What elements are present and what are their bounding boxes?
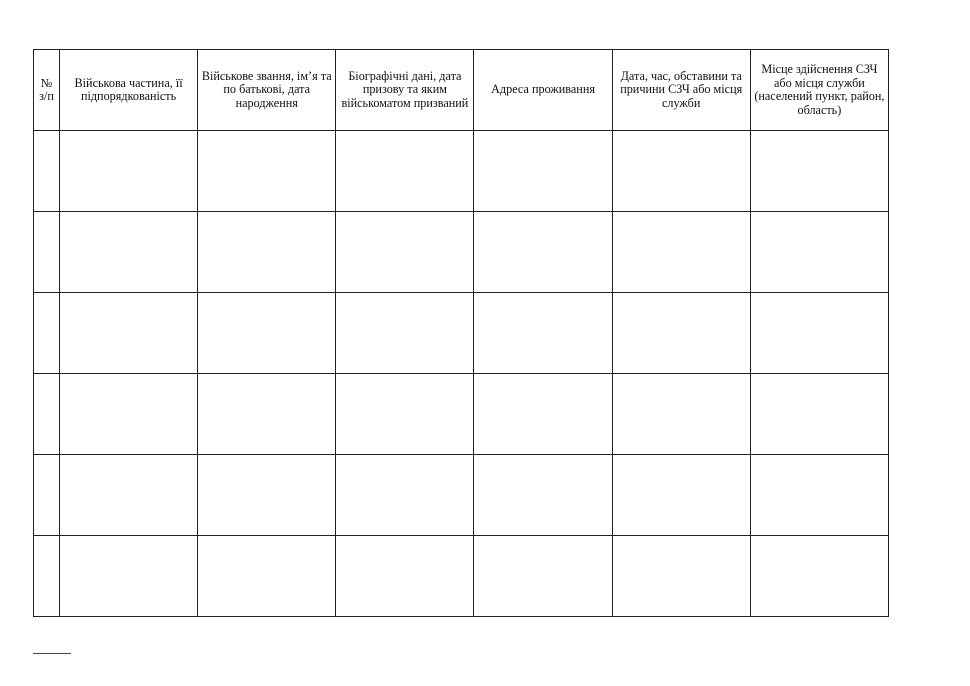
table-row (34, 293, 889, 374)
table-cell[interactable] (336, 455, 474, 536)
table-cell[interactable] (34, 536, 60, 617)
table-cell[interactable] (198, 455, 336, 536)
table-cell[interactable] (336, 293, 474, 374)
table-cell[interactable] (750, 374, 888, 455)
table-cell[interactable] (612, 293, 750, 374)
table-cell[interactable] (336, 131, 474, 212)
table-row (34, 455, 889, 536)
table-body (34, 131, 889, 617)
table-row (34, 212, 889, 293)
table-cell[interactable] (60, 536, 198, 617)
table-cell[interactable] (612, 212, 750, 293)
table-cell[interactable] (750, 455, 888, 536)
table-cell[interactable] (474, 293, 612, 374)
table-cell[interactable] (612, 131, 750, 212)
header-date-circumstances: Дата, час, обставини та причини СЗЧ або місця служби (612, 50, 750, 131)
table-cell[interactable] (198, 293, 336, 374)
records-table (33, 49, 889, 617)
table-cell[interactable] (60, 131, 198, 212)
table-row (34, 536, 889, 617)
header-location: Місце здійснення СЗЧ або місця служби (населений пункт, район, область) (750, 50, 888, 131)
table-cell[interactable] (60, 455, 198, 536)
table-cell[interactable] (750, 293, 888, 374)
table-cell[interactable] (612, 374, 750, 455)
table-cell[interactable] (60, 212, 198, 293)
table-cell[interactable] (750, 212, 888, 293)
table-cell[interactable] (34, 131, 60, 212)
table-cell[interactable] (198, 374, 336, 455)
table-cell[interactable] (336, 212, 474, 293)
table-cell[interactable] (60, 374, 198, 455)
header-rank-name-birthdate: Військове звання, ім’я та по батькові, дата народження (198, 50, 336, 131)
table-cell[interactable] (34, 293, 60, 374)
table-cell[interactable] (474, 212, 612, 293)
header-address: Адреса проживання (474, 50, 612, 131)
table-cell[interactable] (474, 131, 612, 212)
table-cell[interactable] (750, 131, 888, 212)
table-cell[interactable] (34, 455, 60, 536)
table-cell[interactable] (474, 536, 612, 617)
table-cell[interactable] (750, 536, 888, 617)
table-cell[interactable] (60, 293, 198, 374)
table-header (34, 50, 889, 131)
footnote-separator (33, 653, 71, 654)
table-cell[interactable] (336, 536, 474, 617)
header-biographical-data: Біографічні дані, дата призову та яким військоматом призваний (336, 50, 474, 131)
table-row (34, 374, 889, 455)
table-cell[interactable] (198, 536, 336, 617)
table-cell[interactable] (34, 374, 60, 455)
table-cell[interactable] (336, 374, 474, 455)
table-cell[interactable] (34, 212, 60, 293)
header-row (34, 50, 889, 131)
table-cell[interactable] (474, 374, 612, 455)
table-row (34, 131, 889, 212)
header-military-unit: Військова частина, її підпорядкованість (60, 50, 198, 131)
table-cell[interactable] (198, 131, 336, 212)
table-cell[interactable] (612, 455, 750, 536)
table-cell[interactable] (198, 212, 336, 293)
header-number: № з/п (34, 50, 60, 131)
table-cell[interactable] (474, 455, 612, 536)
table-cell[interactable] (612, 536, 750, 617)
